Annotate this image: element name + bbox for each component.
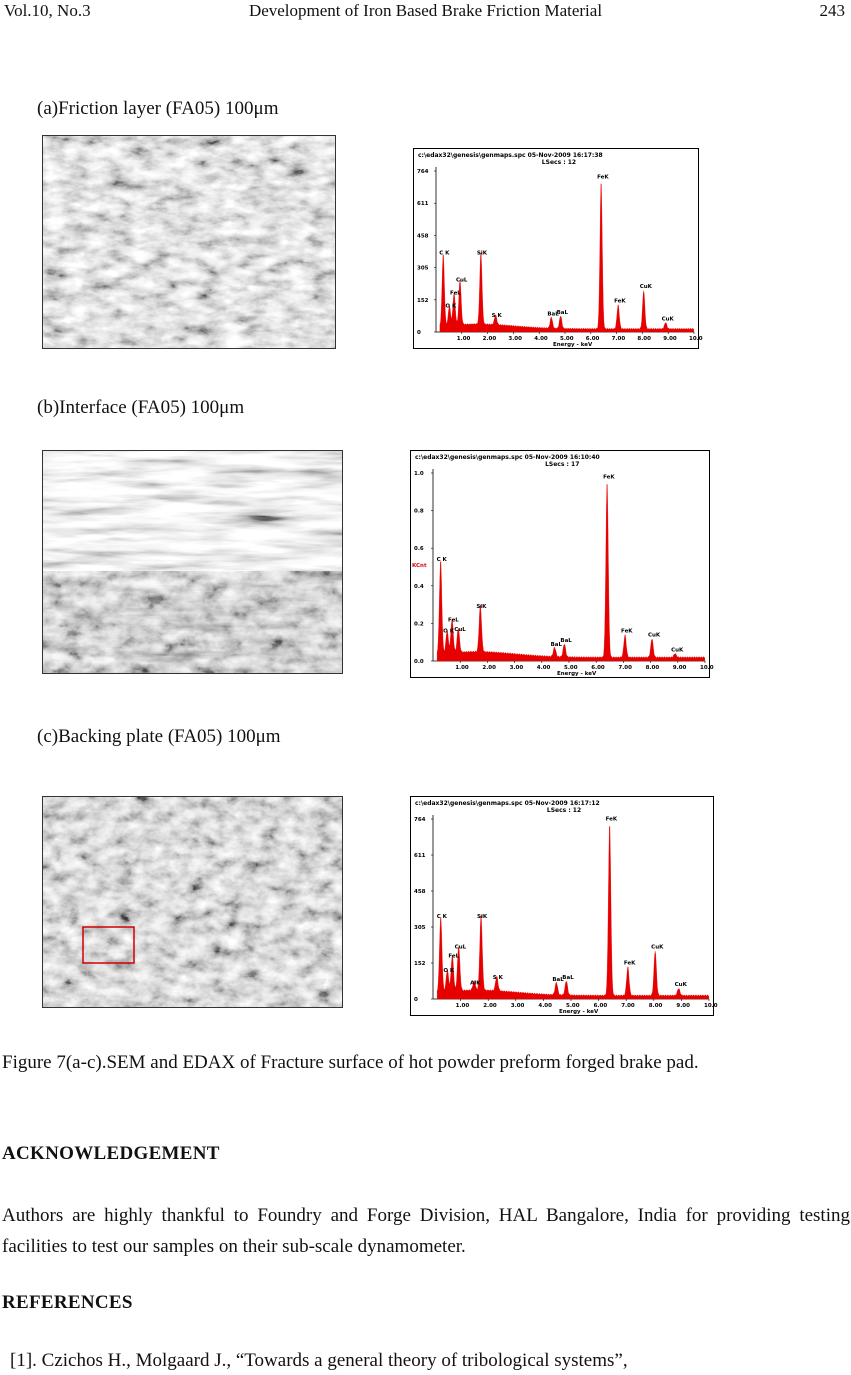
edax-file-path: c:\edax32\genesis\genmaps.spc 05-Nov-2009 16:17:12 xyxy=(415,800,600,807)
edax-peak-label: CuL xyxy=(455,277,468,284)
edax-peak-label: CuK xyxy=(671,647,684,654)
edax-peak-label: S K xyxy=(491,313,502,320)
edax-peak-label: BaL xyxy=(547,311,559,318)
edax-peak-label: FeK xyxy=(621,628,633,635)
edax-x-tick-label: 4.00 xyxy=(538,1003,552,1009)
sem-image-c xyxy=(42,796,343,1008)
edax-x-tick-label: 10.0 xyxy=(689,336,703,342)
edax-y-tick-label: 0.6 xyxy=(414,546,424,553)
caption-a: (a)Friction layer (FA05) 100μm xyxy=(37,98,279,119)
edax-x-tick-label: 6.00 xyxy=(585,336,600,342)
edax-lsecs: LSecs : 17 xyxy=(545,461,580,468)
running-title: Development of Iron Based Brake Friction Material xyxy=(248,1,603,20)
edax-y-tick-label: 458 xyxy=(414,889,426,895)
edax-x-tick-label: 5.00 xyxy=(560,336,574,342)
edax-peak-label: C K xyxy=(436,557,447,564)
edax-x-tick-label: 2.00 xyxy=(482,336,497,342)
edax-y-tick-label: 458 xyxy=(417,233,429,240)
acknowledgement-heading: ACKNOWLEDGEMENT xyxy=(2,1143,220,1164)
edax-peak-label: AlK xyxy=(470,980,481,987)
edax-peak-label: CuK xyxy=(674,982,687,989)
edax-peak-label: C K xyxy=(436,913,447,920)
edax-x-tick-label: 1.00 xyxy=(455,665,469,671)
edax-peak-label: CuL xyxy=(454,944,467,951)
edax-peak-label: O K xyxy=(443,628,455,635)
edax-x-label: Energy - keV xyxy=(557,671,597,677)
edax-y-tick-label: 152 xyxy=(417,297,429,304)
edax-peak-label: SiK xyxy=(477,913,488,920)
edax-x-tick-label: 4.00 xyxy=(536,665,551,671)
edax-spectrum-c xyxy=(410,796,718,1016)
edax-peak-label: BaL xyxy=(552,976,564,983)
edax-peak-label: FeL xyxy=(448,617,459,624)
edax-spectrum-a xyxy=(413,148,703,349)
acknowledgement-text: Authors are highly thankful to Foundry and Forge Division, HAL Bangalore, India for providing testing facilities to test our samples on their sub-scale dynamometer. xyxy=(2,1205,850,1257)
edax-y-tick-label: 0.4 xyxy=(414,583,424,590)
edax-lsecs: LSecs : 12 xyxy=(546,807,582,814)
reference-item-1: [1]. Czichos H., Molgaard J., “Towards a general theory of tribological systems”, xyxy=(10,1350,628,1371)
edax-chart-b xyxy=(411,451,714,677)
edax-x-tick-label: 9.00 xyxy=(663,336,677,342)
edax-chart-a xyxy=(414,149,703,348)
edax-peak-label: FeK xyxy=(614,298,626,305)
edax-peak-label: O K xyxy=(443,967,455,974)
edax-y-tick-label: 0 xyxy=(417,330,421,336)
edax-x-tick-label: 6.00 xyxy=(593,1003,608,1009)
edax-peak-label: CuK xyxy=(647,632,661,639)
edax-peak-label: CuK xyxy=(639,284,652,291)
edax-peak-label: CuL xyxy=(454,626,466,633)
edax-x-tick-label: 5.00 xyxy=(564,665,578,671)
edax-x-tick-label: 9.00 xyxy=(676,1003,690,1009)
edax-spectrum-b xyxy=(410,450,714,678)
edax-x-tick-label: 2.00 xyxy=(483,1003,497,1009)
edax-x-tick-label: 8.00 xyxy=(637,336,651,342)
edax-y-tick-label: 0.8 xyxy=(414,508,424,515)
edax-file-path: c:\edax32\genesis\genmaps.spc 05-Nov-2009 16:10:40 xyxy=(415,454,600,461)
edax-x-tick-label: 7.00 xyxy=(611,336,626,342)
edax-x-tick-label: 4.00 xyxy=(534,336,548,342)
edax-peak-label: FeK xyxy=(623,960,636,967)
edax-x-tick-label: 8.00 xyxy=(645,665,660,671)
edax-x-tick-label: 10.0 xyxy=(704,1003,718,1009)
edax-x-tick-label: 10.0 xyxy=(700,665,714,671)
edax-peak-label: FeL xyxy=(450,290,461,297)
figure-caption: Figure 7(a-c).SEM and EDAX of Fracture surface of hot powder preform forged brake pad. xyxy=(2,1052,699,1073)
edax-peak-label: BaL xyxy=(550,641,563,648)
edax-peak-label: FeK xyxy=(603,474,615,481)
edax-x-tick-label: 5.00 xyxy=(566,1003,580,1009)
edax-peak-label: CuK xyxy=(651,944,664,951)
edax-y-tick-label: 611 xyxy=(417,201,429,208)
edax-x-tick-label: 2.00 xyxy=(482,665,496,671)
sem-image-a xyxy=(42,135,336,349)
edax-peak-label: CuK xyxy=(661,316,674,323)
edax-x-tick-label: 6.00 xyxy=(591,665,605,671)
edax-peak-label: FeK xyxy=(605,816,618,823)
edax-peak-label: BaL xyxy=(560,638,572,645)
edax-y-tick-label: 0.2 xyxy=(414,621,424,628)
sem-texture-c xyxy=(43,797,342,1007)
edax-x-label: Energy - keV xyxy=(559,1009,599,1015)
edax-y-unit: KCnt xyxy=(412,563,427,569)
edax-y-tick-label: 305 xyxy=(417,265,429,272)
sem-texture-a xyxy=(43,136,335,348)
edax-peak-label: O K xyxy=(445,303,457,310)
edax-y-tick-label: 764 xyxy=(417,169,429,175)
edax-x-tick-label: 3.00 xyxy=(509,665,524,671)
edax-y-tick-label: 152 xyxy=(414,961,426,967)
references-heading: REFERENCES xyxy=(2,1292,133,1313)
edax-peak-label: S K xyxy=(492,975,503,981)
edax-peak-label: BaL xyxy=(556,309,569,316)
sem-image-b xyxy=(42,450,343,674)
edax-x-tick-label: 7.00 xyxy=(621,1003,635,1009)
edax-chart-c xyxy=(411,797,718,1015)
edax-peak-label: SiK xyxy=(476,250,488,257)
edax-y-tick-label: 0.0 xyxy=(414,659,424,665)
edax-peak-label: FeL xyxy=(448,953,460,960)
edax-file-path: c:\edax32\genesis\genmaps.spc 05-Nov-2009 16:17:38 xyxy=(418,152,603,159)
edax-x-tick-label: 9.00 xyxy=(672,665,687,671)
edax-lsecs: LSecs : 12 xyxy=(541,159,577,166)
edax-spectrum-fill xyxy=(437,826,709,999)
edax-peak-label: C K xyxy=(439,250,450,257)
edax-x-tick-label: 7.00 xyxy=(618,665,632,671)
edax-peak-label: BaL xyxy=(562,975,574,981)
edax-peak-label: FeK xyxy=(597,174,609,181)
edax-spectrum-fill xyxy=(437,484,705,661)
sem-texture-b xyxy=(43,451,342,673)
edax-y-tick-label: 0 xyxy=(414,997,418,1003)
edax-x-tick-label: 3.00 xyxy=(508,336,522,342)
edax-peak-label: SiK xyxy=(476,604,487,611)
edax-x-tick-label: 3.00 xyxy=(510,1003,525,1009)
edax-x-tick-label: 1.00 xyxy=(455,1003,470,1009)
edax-y-tick-label: 305 xyxy=(414,925,426,931)
caption-c: (c)Backing plate (FA05) 100μm xyxy=(37,726,281,747)
edax-y-tick-label: 764 xyxy=(414,817,426,823)
edax-y-tick-label: 611 xyxy=(414,853,426,859)
edax-x-tick-label: 1.00 xyxy=(456,336,471,342)
journal-volume: Vol.10, No.3 xyxy=(4,1,91,20)
page-number: 243 xyxy=(819,1,845,20)
edax-x-tick-label: 8.00 xyxy=(648,1003,663,1009)
edax-y-tick-label: 1.0 xyxy=(414,471,424,477)
caption-b: (b)Interface (FA05) 100μm xyxy=(37,397,245,418)
edax-x-label: Energy - keV xyxy=(553,342,593,348)
